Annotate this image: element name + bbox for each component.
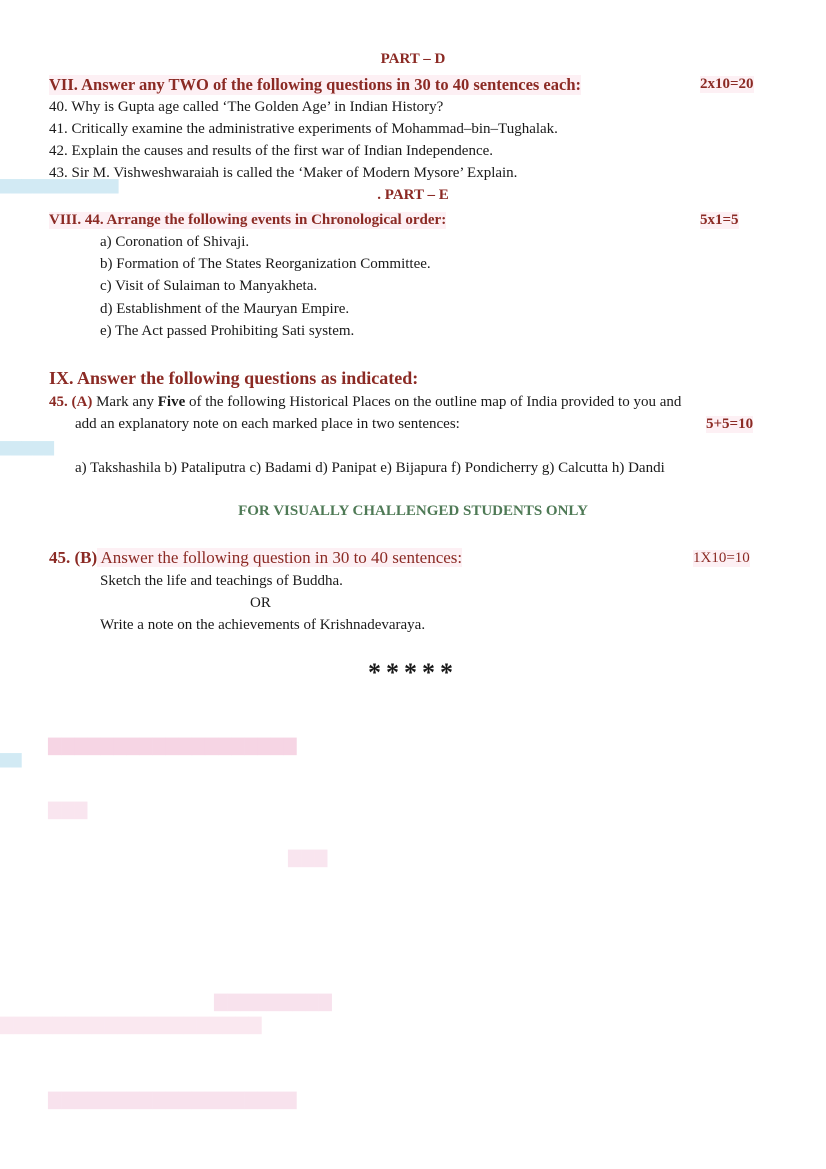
bleed-artifact: ▇▇▇▇▇▇▇▇▇ [214,992,332,1011]
question-43: 43. Sir M. Vishweshwaraiah is called the ‘Maker of Modern Mysore’ Explain. [49,165,518,181]
section-vii-marks: 2x10=20 [700,76,754,92]
bleed-artifact: ▇▇▇▇▇▇▇▇▇▇▇▇▇▇▇▇▇▇▇ [48,1090,297,1109]
section-vii-heading: VII. Answer any TWO of the following questions in 30 to 40 sentences each: [49,75,582,94]
part-e-title: . PART – E [377,187,449,203]
question-45b-line [49,548,462,568]
bleed-artifact: ▇▇▇▇▇▇▇▇▇▇▇ [0,179,119,194]
question-45a-text-pre: Mark any [92,394,158,410]
question-45b-text: Answer the following question in 30 to 40 sentences: [97,548,463,567]
event-d: d) Establishment of the Mauryan Empire. [100,301,350,317]
section-viii-marks: 5x1=5 [700,212,739,228]
question-45b-option-1: Sketch the life and teachings of Buddha. [100,573,343,589]
question-45a-line2: add an explanatory note on each marked place in two sentences: [75,416,460,432]
end-of-paper-stars: ***** [368,658,458,687]
question-45b-option-2: Write a note on the achievements of Krishnadevaraya. [100,617,426,633]
part-d-title: PART – D [380,51,446,67]
bleed-artifact: ▇▇▇ [48,800,88,819]
bleed-artifact: ▇▇▇ [288,848,328,867]
section-viii-heading: VIII. 44. Arrange the following events in Chronological order: [49,212,447,228]
question-45b-marks: 1X10=10 [693,550,750,566]
question-42: 42. Explain the causes and results of the first war of Indian Independence. [49,143,494,159]
question-41: 41. Critically examine the administrative experiments of Mohammad–bin–Tughalak. [49,121,558,137]
section-ix-heading: IX. Answer the following questions as indicated: [49,368,419,388]
bleed-artifact: ▇▇▇▇▇▇▇▇▇▇▇▇▇▇▇▇▇▇▇ [48,736,297,755]
question-45b-label: 45. (B) [49,548,98,567]
question-45a-label: 45. (A) [49,394,93,410]
event-a: a) Coronation of Shivaji. [100,234,250,250]
bleed-artifact: ▇▇ [0,753,22,768]
places-list: a) Takshashila b) Pataliputra c) Badami d) Panipat e) Bijapura f) Pondicherry g) Calcutta h) Dandi [75,460,665,476]
visually-challenged-heading: FOR VISUALLY CHALLENGED STUDENTS ONLY [238,503,588,519]
event-e: e) The Act passed Prohibiting Sati system. [100,323,355,339]
event-b: b) Formation of The States Reorganization Committee. [100,256,431,272]
question-45a-marks: 5+5=10 [706,416,754,432]
question-40: 40. Why is Gupta age called ‘The Golden Age’ in Indian History? [49,99,444,115]
event-c: c) Visit of Sulaiman to Manyakheta. [100,278,318,294]
question-45a-line1 [49,394,681,411]
or-separator: OR [250,595,271,611]
bleed-artifact: ▇▇▇▇▇ [0,441,54,456]
question-45a-text-post: of the following Historical Places on the outline map of India provided to you and [185,394,682,410]
question-45a-text-bold: Five [157,394,186,410]
bleed-artifact: ▇▇▇▇▇▇▇▇▇▇▇▇▇▇▇▇▇▇▇▇ [0,1015,262,1034]
